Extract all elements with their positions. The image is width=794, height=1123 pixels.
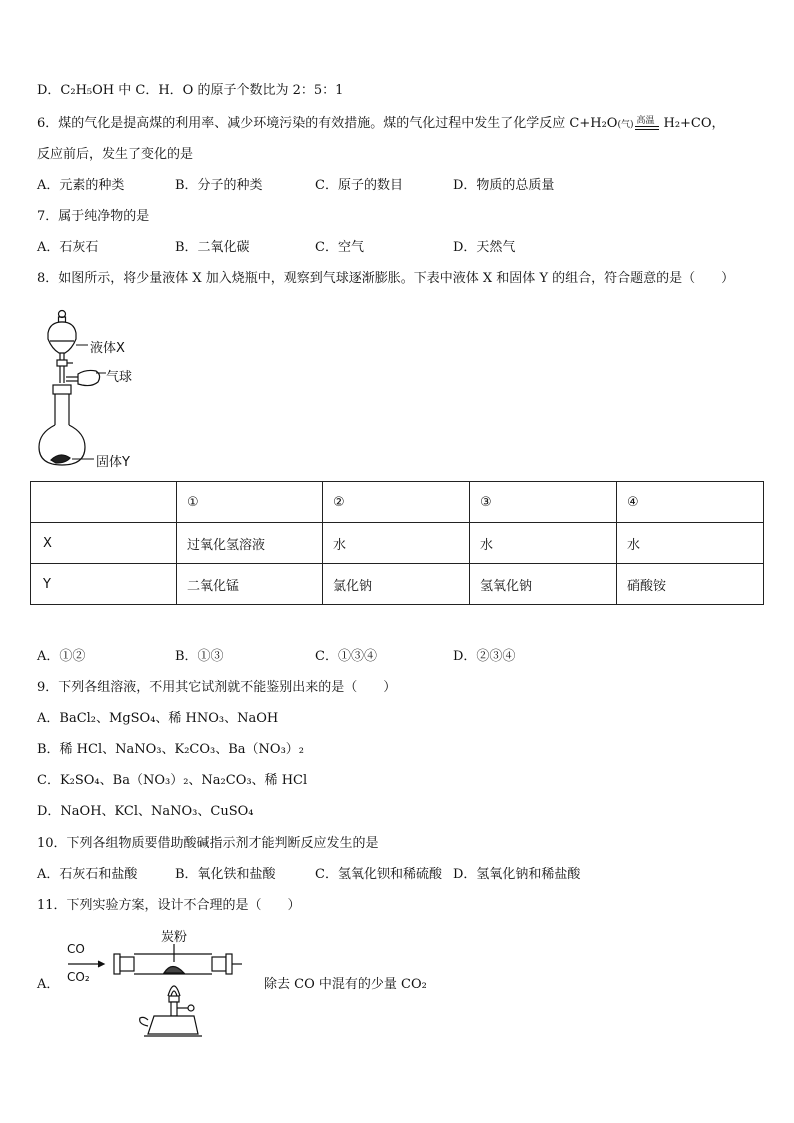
q11-option-a-label: A． <box>37 977 60 992</box>
q9-option-a: A．BaCl₂、MgSO₄、稀 HNO₃、NaOH <box>37 711 279 726</box>
q6-option-d: D．物质的总质量 <box>453 178 555 193</box>
table-cell: 水 <box>617 523 764 564</box>
table-cell: 水 <box>323 523 470 564</box>
q8-option-c: C．①③④ <box>315 649 377 664</box>
q6-option-b: B．分子的种类 <box>175 178 263 193</box>
q8-option-d: D．②③④ <box>453 649 516 664</box>
gas-in-co2-label: CO₂ <box>67 970 90 984</box>
table-cell: Y <box>31 564 177 605</box>
q8-stem: 8．如图所示，将少量液体 X 加入烧瓶中，观察到气球逐渐膨胀。下表中液体 X 和固体 Y 的组合，符合题意的是（ ） <box>37 271 735 286</box>
q6-stem <box>37 115 725 134</box>
q9-option-c: C．K₂SO₄、Ba（NO₃）₂、Na₂CO₃、稀 HCl <box>37 773 308 788</box>
label-balloon: 气球 <box>106 370 133 385</box>
q8-combination-table <box>30 481 764 605</box>
gas-in-co-label: CO <box>67 942 85 956</box>
table-row <box>31 564 764 605</box>
flask-apparatus-icon <box>36 305 176 470</box>
table-cell: 氯化钠 <box>323 564 470 605</box>
q6-reaction-condition <box>635 117 661 131</box>
q9-stem: 9．下列各组溶液，不用其它试剂就不能鉴别出来的是（ ） <box>37 680 397 695</box>
q11-stem: 11．下列实验方案，设计不合理的是（ ） <box>37 898 301 913</box>
table-cell: 硝酸铵 <box>617 564 764 605</box>
q6-stem-part1: 6．煤的气化是提高煤的利用率、减少环境污染的有效措施。煤的气化过程中发生了化学反应 C+H₂O <box>37 116 618 131</box>
q7-option-d: D．天然气 <box>453 240 516 255</box>
q10-stem: 10．下列各组物质要借助酸碱指示剂才能判断反应发生的是 <box>37 836 379 851</box>
table-cell: ④ <box>617 482 764 523</box>
q6-stem-line2: 反应前后，发生了变化的是 <box>37 147 194 162</box>
q8-option-b: B．①③ <box>175 649 224 664</box>
q7-option-a: A．石灰石 <box>37 240 99 255</box>
table-cell: ③ <box>470 482 617 523</box>
q6-stem-part2: H₂+CO， <box>663 116 725 131</box>
q10-option-a: A．石灰石和盐酸 <box>37 867 138 882</box>
q10-option-b: B．氧化铁和盐酸 <box>175 867 276 882</box>
q6-option-c: C．原子的数目 <box>315 178 403 193</box>
q10-option-c: C．氢氧化钡和稀硫酸 <box>315 867 442 882</box>
table-cell: X <box>31 523 177 564</box>
table-header-row <box>31 482 764 523</box>
q5-option-d: D．C₂H₅OH 中 C．H．O 的原子个数比为 2：5：1 <box>37 83 344 98</box>
q11-option-a-text: 除去 CO 中混有的少量 CO₂ <box>264 977 427 992</box>
table-cell: 二氧化锰 <box>177 564 323 605</box>
q6-condition-label: 高温 <box>636 115 655 126</box>
q7-stem: 7．属于纯净物的是 <box>37 209 150 224</box>
reagent-carbon-label: 炭粉 <box>161 930 188 945</box>
table-cell: 水 <box>470 523 617 564</box>
q7-option-b: B．二氧化碳 <box>175 240 250 255</box>
equals-sign-icon <box>635 126 659 127</box>
q6-state: (气) <box>617 120 634 130</box>
table-cell <box>31 482 177 523</box>
q9-option-d: D．NaOH、KCl、NaNO₃、CuSO₄ <box>37 804 254 819</box>
table-cell: ② <box>323 482 470 523</box>
q7-option-c: C．空气 <box>315 240 364 255</box>
q8-apparatus-figure <box>36 305 176 470</box>
q6-option-a: A．元素的种类 <box>37 178 125 193</box>
label-solid-y: 固体Y <box>96 455 130 470</box>
q11-apparatus-figure <box>64 924 254 1044</box>
combustion-tube-burner-icon <box>64 924 254 1044</box>
table-row <box>31 523 764 564</box>
table-cell: 过氧化氢溶液 <box>177 523 323 564</box>
table-cell: 氢氧化钠 <box>470 564 617 605</box>
table-cell: ① <box>177 482 323 523</box>
q8-option-a: A．①② <box>37 649 86 664</box>
q9-option-b: B．稀 HCl、NaNO₃、K₂CO₃、Ba（NO₃）₂ <box>37 742 304 757</box>
label-liquid-x: 液体X <box>90 341 125 356</box>
q10-option-d: D．氢氧化钠和稀盐酸 <box>453 867 581 882</box>
